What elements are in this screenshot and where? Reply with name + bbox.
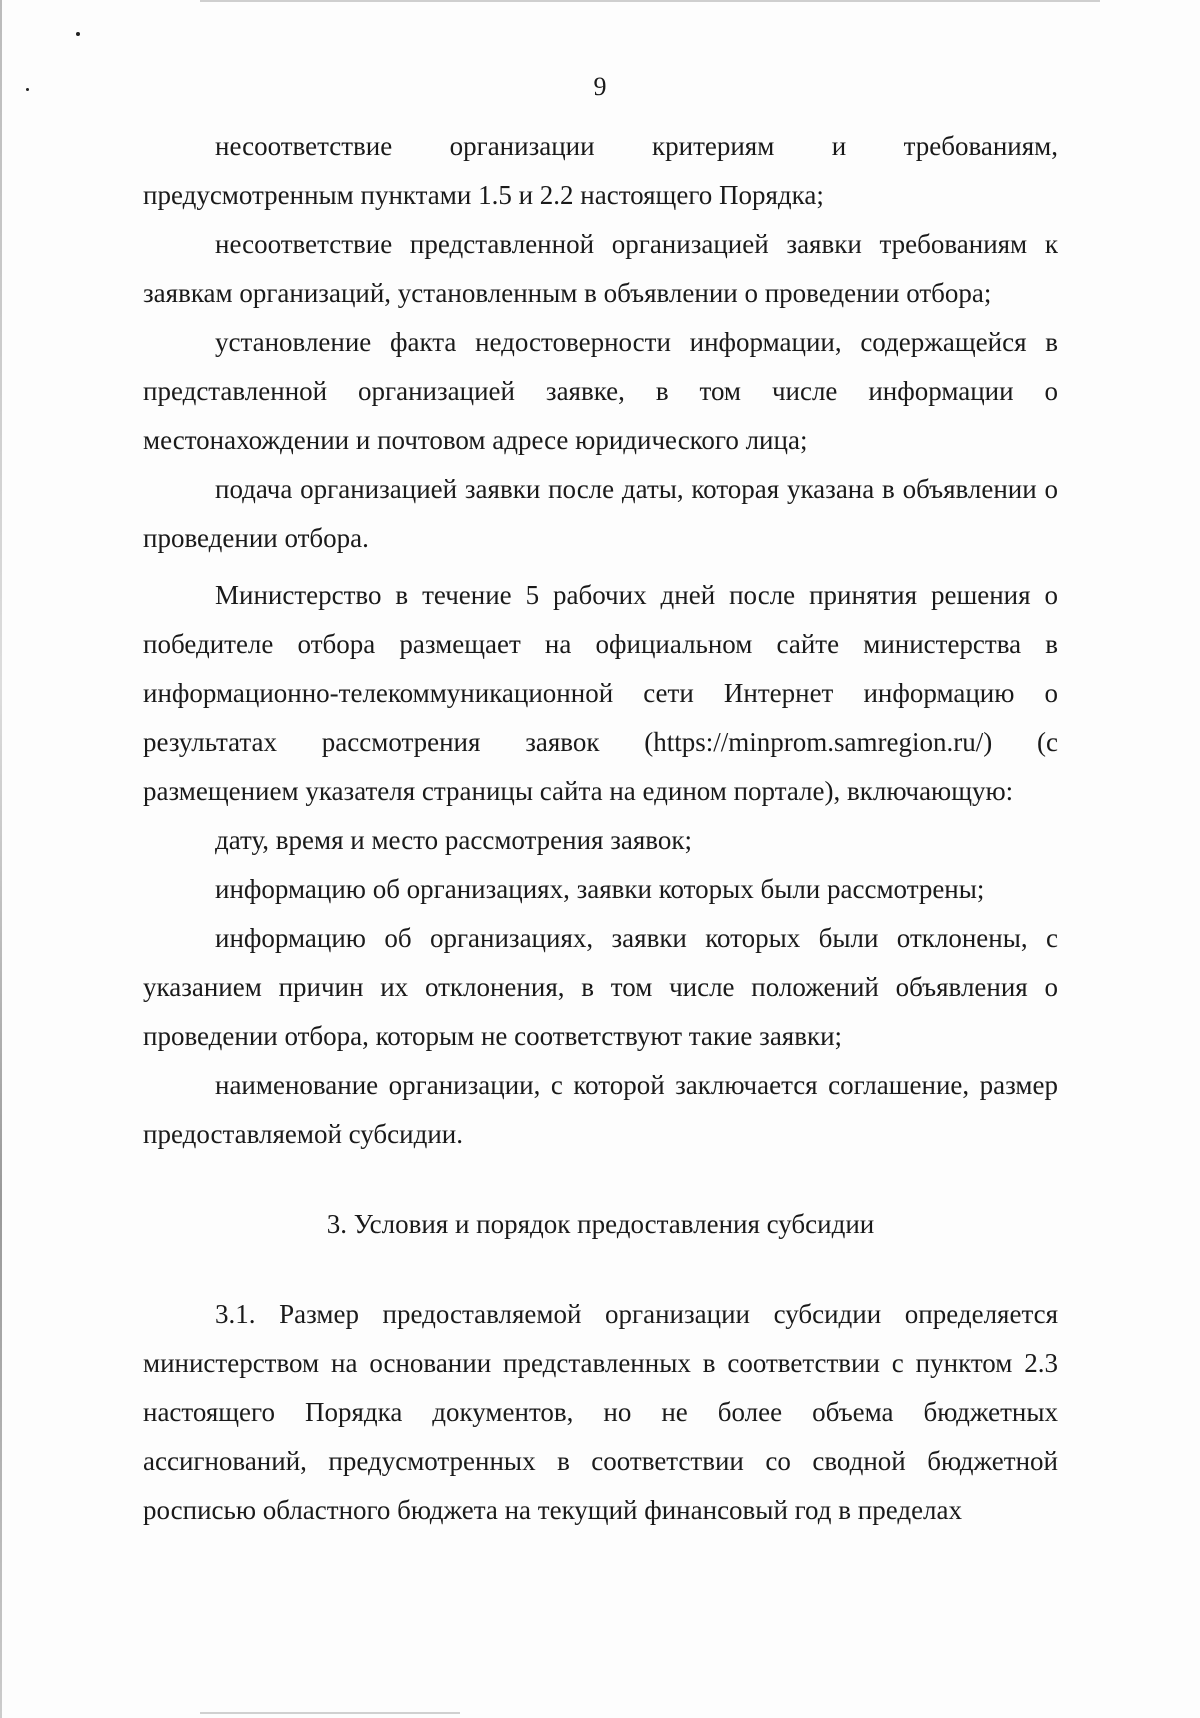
- scan-edge: [200, 1712, 460, 1714]
- paragraph: несоответствие представленной организацией заявки требованиям к заявкам организаций, установленным в объявлении о проведении отбора;: [143, 229, 1058, 308]
- paragraph: наименование организации, с которой заключается соглашение, размер предоставляемой субсидии.: [143, 1070, 1058, 1149]
- paragraph: Министерство в течение 5 рабочих дней после принятия решения о победителе отбора размещает на официальном сайте министерства в информационно-телекоммуникационной сети Интернет информацию о результатах рассмотрения заявок (https://minprom.samregion.ru/) (с размещением указателя страницы сайта на едином портале), включающую:: [143, 580, 1058, 806]
- page-number: 9: [593, 72, 607, 101]
- section-heading: 3. Условия и порядок предоставления субсидии: [326, 1209, 875, 1239]
- paragraph: информацию об организациях, заявки которых были отклонены, с указанием причин их отклонения, в том числе положений объявления о проведении отбора, которым не соответствуют такие заявки;: [143, 923, 1058, 1051]
- scan-speck: [76, 32, 80, 36]
- scan-edge: [200, 0, 1100, 2]
- paragraph: несоответствие организации критериям и требованиям, предусмотренным пунктами 1.5 и 2.2 настоящего Порядка;: [143, 131, 1058, 210]
- paragraph: информацию об организациях, заявки которых были рассмотрены;: [215, 874, 985, 904]
- paragraph: установление факта недостоверности информации, содержащейся в представленной организацией заявке, в том числе информации о местонахождении и почтовом адресе юридического лица;: [143, 327, 1058, 455]
- paragraph: подача организацией заявки после даты, которая указана в объявлении о проведении отбора.: [143, 474, 1058, 553]
- document-body: [143, 122, 1058, 1535]
- paragraph: 3.1. Размер предоставляемой организации субсидии определяется министерством на основании представленных в соответствии с пунктом 2.3 настоящего Порядка документов, но не более объема бюджетных ассигнований, предусмотренных в соответствии со сводной бюджетной росписью областного бюджета на текущий финансовый год в пределах: [143, 1299, 1058, 1525]
- scan-edge: [0, 0, 2, 1718]
- paragraph: дату, время и место рассмотрения заявок;: [215, 825, 692, 855]
